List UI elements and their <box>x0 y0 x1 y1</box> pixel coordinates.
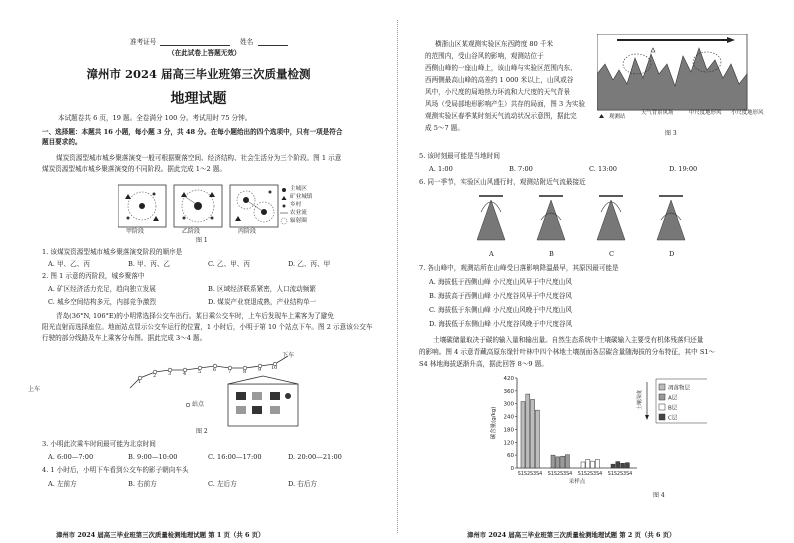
fig1-stage-bing: 丙阶段 <box>238 228 257 235</box>
y-tick-label-6: 360 <box>503 388 514 395</box>
fig2-stop-3: 3 <box>168 371 172 377</box>
x-axis-title: 采样点 <box>568 479 586 485</box>
figure-2 <box>110 348 310 428</box>
q1-option-b[interactable]: B. 甲、丙、乙 <box>128 260 171 268</box>
material-3-line-3: 西侧山峰的一座山峰上，该山峰与实验区范围内东、 <box>425 64 577 72</box>
section-1-heading: 一、选择题：本题共 16 小题，每小题 3 分，共 48 分。在每小题给出的四个选项中，只有一项是符合 <box>42 128 343 136</box>
q2-option-d[interactable]: D. 煤炭产业衰退成熟，产业结构单一 <box>208 298 317 306</box>
y-tick-label-1: 60 <box>507 453 514 460</box>
material-3-line-1: 横浙山区某观测实验区东西跨度 80 千米 <box>435 40 554 48</box>
stage-yi <box>174 185 222 227</box>
material-1-b: 煤炭资源型城市城乡聚落演变的不同阶段。据此完成 1～2 题。 <box>42 165 227 173</box>
intro: 本试题卷共 6 页，19 题。全卷满分 100 分。考试用时 75 分钟。 <box>58 114 252 122</box>
material-2-c: 行驶的部分线路及车上乘客分布图。据此完成 3～4 题。 <box>42 334 207 342</box>
q3-option-d[interactable]: D. 20:00—21:00 <box>288 453 342 461</box>
figure-4-chart <box>477 368 707 493</box>
section-1-heading-cont: 题目要求的。 <box>42 138 82 146</box>
fig1-stage-yi: 乙阶段 <box>182 228 201 235</box>
bar-2-1 <box>586 459 590 468</box>
bar-0-0 <box>521 402 525 468</box>
material-3-line-5: 风中，小尺度的局地热力环流和大尺度的天气背景 <box>425 88 571 96</box>
bar-0-2 <box>531 399 535 468</box>
legend-swatch-3 <box>659 414 665 420</box>
fig2-stop-2: 2 <box>153 373 157 379</box>
fig3-legend-small: 小尺度地形风 <box>731 110 764 116</box>
fig3-caption: 图 3 <box>665 130 677 137</box>
material-4-b: 的影响。图 4 示意青藏高原东缘针叶林中四个林地土壤剖面各层碳含量随海拔的分布特征，其中 S1～ <box>419 348 716 356</box>
bar-2-2 <box>591 461 595 468</box>
y-tick-label-3: 180 <box>503 427 514 434</box>
question-1: 1. 该煤炭资源型城市城乡聚落演变阶段的顺序是 <box>42 248 183 256</box>
y-tick-label-4: 240 <box>503 414 514 421</box>
fig2-station-label: 站点 <box>192 401 205 408</box>
legend-station-icon <box>599 114 604 118</box>
y-tick-label-2: 120 <box>503 440 514 447</box>
legend-swatch-1 <box>659 394 665 400</box>
material-3-line-6: 风场（受局部地形影响产生）共存的局面，图 3 为实验 <box>425 100 586 108</box>
q6-diagram-b <box>537 196 565 240</box>
question-2: 2. 图 1 示意的丙阶段，城乡聚落中 <box>42 272 145 280</box>
depth-arrow-label: 土壤深度 <box>637 389 643 411</box>
x-group-label-1: S1S2S3S4 <box>547 472 573 477</box>
fig2-alight-label: 下车 <box>282 352 295 359</box>
legend-swatch-2 <box>659 404 665 410</box>
subject-title: 地理试题 <box>170 91 227 107</box>
bar-1-1 <box>556 457 560 468</box>
fig2-stop-1: 1 <box>138 379 142 385</box>
q2-option-c[interactable]: C. 城乡空间结构多元，内部竞争激烈 <box>48 298 156 306</box>
material-1-a: 煤炭资源型城市城乡聚落演变一般可根据聚落空间、经济结构、社会生活分为三个阶段。图 1 示意 <box>56 154 342 162</box>
material-3-line-2: 的范围内，受山谷风的影响，观测站位于 <box>425 52 544 60</box>
name-blank[interactable] <box>258 45 288 46</box>
ticket-number-blank[interactable] <box>160 45 230 46</box>
legend-label-2: B层 <box>668 405 678 412</box>
q3-option-c[interactable]: C. 16:00—17:00 <box>208 453 262 461</box>
q6-option-b[interactable]: B <box>549 250 554 258</box>
figure-1 <box>118 180 318 240</box>
q6-option-a[interactable]: A <box>489 250 494 258</box>
fig2-caption: 图 2 <box>196 428 208 435</box>
fig1-caption: 图 1 <box>196 237 208 244</box>
q6-option-c[interactable]: C <box>609 250 615 258</box>
notice: （在此试卷上答题无效） <box>168 49 241 57</box>
question-6: 6. 同一季节，实验区山风盛行时，观测站附近气流最接近 <box>419 178 586 186</box>
y-tick-label-5: 300 <box>503 401 514 408</box>
q5-option-a[interactable]: A. 1:00 <box>429 165 453 173</box>
bar-0-3 <box>535 410 539 468</box>
q6-diagram-d <box>657 196 685 240</box>
q5-option-b[interactable]: B. 7:00 <box>509 165 533 173</box>
fig3-legend-mid: 中尺度地形风 <box>689 110 722 116</box>
q1-option-a[interactable]: A. 甲、乙、丙 <box>48 260 90 268</box>
stage-jia <box>118 185 166 227</box>
legend-stop-marker <box>186 403 190 407</box>
q7-option-d[interactable]: D. 海拔低于东侧山峰 小尺度谷风晚于中尺度谷风 <box>429 320 573 328</box>
fig3-legend-station: 观测站 <box>609 114 626 120</box>
bar-3-3 <box>625 463 629 468</box>
fig2-stop-7: 7 <box>228 369 232 375</box>
q4-option-d[interactable]: D. 右后方 <box>288 480 318 488</box>
fig2-stop-4: 4 <box>183 371 187 377</box>
q7-option-a[interactable]: A. 海拔低于西侧山峰 小尺度山风早于中尺度山风 <box>429 278 572 286</box>
name-label: 姓名 <box>240 38 254 46</box>
q2-option-b[interactable]: B. 区域经济联系紧密，人口流动频繁 <box>208 285 316 293</box>
fig2-stop-8: 8 <box>243 369 247 375</box>
q5-option-c[interactable]: C. 13:00 <box>589 165 618 173</box>
page-1-footer: 漳州市 2024 届高三毕业班第三次质量检测地理试题 第 1 页（共 6 页） <box>56 531 265 539</box>
y-tick-label-7: 420 <box>503 376 514 382</box>
fig1-legend-3: 乡村 <box>290 202 302 208</box>
q1-option-d[interactable]: D. 乙、丙、甲 <box>288 260 331 268</box>
q6-diagrams <box>477 190 717 250</box>
depth-arrow-head <box>645 415 649 420</box>
question-7: 7. 各山峰中，观测站所在山峰受日落影响降温最早，其原因最可能是 <box>419 264 619 272</box>
q2-option-a[interactable]: A. 矿区经济活力充足，趋向独立发展 <box>48 285 156 293</box>
fig2-stop-5: 5 <box>198 369 202 375</box>
material-3-line-8: 成 5～7 题。 <box>425 124 464 132</box>
legend-label-0: 凋落物层 <box>668 385 691 392</box>
material-3-line-7: 观测实验区春季某时刻天气流动状况示意图，据此完 <box>425 112 577 120</box>
x-group-label-3: S1S2S3S4 <box>607 472 633 477</box>
material-3-line-4: 西两侧最高山峰的高差约 1 000 米以上，山风或谷 <box>425 76 574 84</box>
page-2-footer: 漳州市 2024 届高三毕业班第三次质量检测地理试题 第 2 页（共 6 页） <box>467 531 676 539</box>
material-4-a: 土壤碳储量取决于碳的输入量和输出量。自然生态系统中土壤碳输入主要受有机体残落归还量 <box>433 336 704 344</box>
q6-diagram-a <box>477 196 505 240</box>
legend-swatch-0 <box>659 384 665 390</box>
bar-1-0 <box>551 455 555 468</box>
route-stops <box>138 362 277 380</box>
q7-option-c[interactable]: C. 海拔低于东侧山峰 小尺度山风晚于中尺度山风 <box>429 306 572 314</box>
fig1-legend-2: 矿业城镇 <box>290 194 313 200</box>
fig1-legend-4: 农业流 <box>290 210 307 216</box>
material-2-b: 阳光直射而选择座位。地面站点显示公交车运行的位置，1 小时后，小明于第 10 个站点下车。图 2 示意该公交车 <box>42 323 373 331</box>
x-group-label-0: S1S2S3S4 <box>517 472 543 477</box>
question-4: 4. 1 小时后，小明下车看到公交车的影子朝向车头 <box>42 466 189 474</box>
material-4-c: S4 林地海拔逐渐升高，据此回答 8～9 题。 <box>419 360 548 368</box>
bar-1-2 <box>561 456 565 468</box>
fig1-legend-5: 辐射圈 <box>290 218 307 224</box>
q3-option-a[interactable]: A. 6:00—7:00 <box>48 453 94 461</box>
bus-seating-diagram <box>228 376 298 426</box>
fig2-board-label: 上车 <box>28 386 41 393</box>
bar-3-0 <box>611 464 615 468</box>
q1-option-c[interactable]: C. 乙、甲、丙 <box>208 260 250 268</box>
bar-3-2 <box>621 463 625 468</box>
fig1-legend-1: 主城区 <box>290 186 307 192</box>
q7-option-b[interactable]: B. 海拔高于西侧山峰 小尺度谷风早于中尺度谷风 <box>429 292 573 300</box>
legend-label-1: A层 <box>668 395 678 402</box>
bar-1-3 <box>565 455 569 468</box>
q3-option-b[interactable]: B. 9:00—10:00 <box>128 453 178 461</box>
bar-3-1 <box>616 462 620 468</box>
material-2-a: 青岛(36°N, 106°E)的小明常选择公交车出行。某日乘公交车时，上车后发现车上乘客为了避免 <box>56 312 334 320</box>
x-group-label-2: S1S2S3S4 <box>577 472 603 477</box>
q4-option-b[interactable]: B. 右前方 <box>128 480 157 488</box>
bar-2-3 <box>595 459 599 468</box>
bar-2-0 <box>581 462 585 468</box>
fig2-stop-9: 9 <box>258 367 262 373</box>
legend-label-3: C层 <box>668 415 678 422</box>
figure-1-legend <box>280 188 288 224</box>
q4-option-c[interactable]: C. 左后方 <box>208 480 237 488</box>
y-axis-title: 碳含量(g/kg) <box>491 406 497 440</box>
bar-0-1 <box>526 394 530 468</box>
exam-title: 漳州市 2024 届高三毕业班第三次质量检测 <box>86 67 311 81</box>
q6-option-d[interactable]: D <box>669 250 675 258</box>
fig3-legend-bg: 天气背景风场 <box>641 110 674 116</box>
exam-page-2 <box>397 0 794 543</box>
fig2-stop-6: 6 <box>213 367 217 373</box>
question-3: 3. 小明此次乘车时间最可能为北京时间 <box>42 440 156 448</box>
q6-diagram-c <box>597 196 625 240</box>
ticket-number-label: 准考证号 <box>130 38 157 46</box>
q5-option-d[interactable]: D. 19:00 <box>669 165 698 173</box>
question-5: 5. 该时刻最可能是当地时间 <box>419 152 500 160</box>
fig2-stop-10: 10 <box>271 365 278 371</box>
y-tick-label-0: 0 <box>510 466 514 472</box>
fig4-caption: 图 4 <box>653 492 665 499</box>
q4-option-a[interactable]: A. 左前方 <box>48 480 77 488</box>
fig1-stage-jia: 甲阶段 <box>126 228 145 235</box>
stage-bing <box>230 185 278 227</box>
